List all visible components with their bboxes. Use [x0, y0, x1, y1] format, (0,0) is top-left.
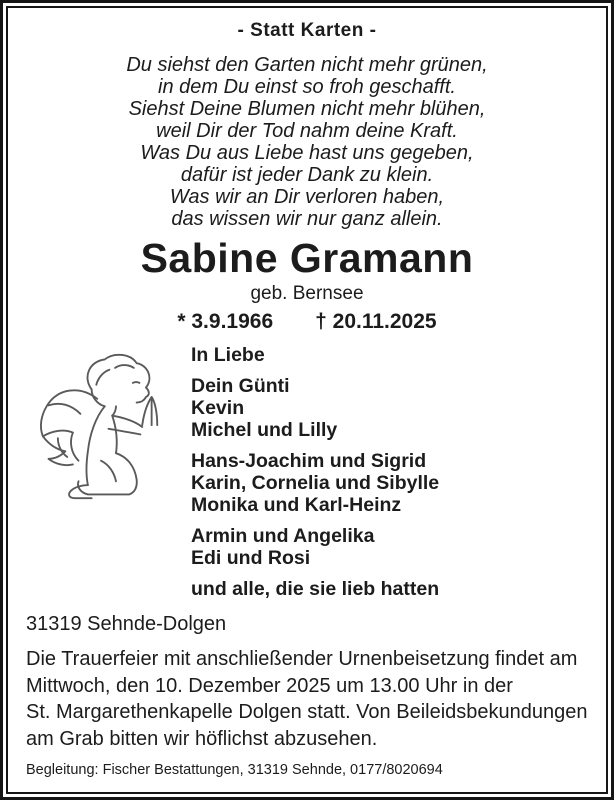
memorial-poem — [26, 54, 588, 230]
mourner-line: Michel und Lilly — [191, 419, 338, 441]
poem-line: Was Du aus Liebe hast uns gegeben, — [140, 142, 474, 164]
funeral-line: am Grab bitten wir höflichst abzusehen. — [26, 727, 378, 750]
mourners-group — [191, 375, 439, 441]
poem-line: weil Dir der Tod nahm deine Kraft. — [156, 120, 458, 142]
poem-line: das wissen wir nur ganz allein. — [171, 208, 443, 230]
poem-line: Du siehst den Garten nicht mehr grünen, — [126, 54, 488, 76]
mourners-group — [191, 450, 439, 516]
praying-angel-icon — [26, 340, 191, 511]
funeral-line: Mittwoch, den 10. Dezember 2025 um 13.00 Uhr in der — [26, 674, 513, 697]
mourners-group — [191, 525, 439, 569]
mourner-line: Hans-Joachim und Sigrid — [191, 450, 427, 472]
funeral-home-line: Begleitung: Fischer Bestattungen, 31319 Sehnde, 0177/8020694 — [26, 762, 443, 778]
mourners-list — [191, 340, 439, 600]
mourner-line: Dein Günti — [191, 375, 290, 397]
poem-line: dafür ist jeder Dank zu klein. — [180, 164, 434, 186]
poem-line: in dem Du einst so froh geschafft. — [158, 76, 456, 98]
maiden-name: geb. Bernsee — [250, 283, 364, 304]
poem-line: Was wir an Dir verloren haben, — [169, 186, 445, 208]
birth-date: * 3.9.1966 — [177, 310, 274, 333]
obituary-inner-frame — [6, 6, 608, 794]
funeral-details — [26, 646, 588, 752]
poem-line: Siehst Deine Blumen nicht mehr blühen, — [128, 98, 486, 120]
statt-karten-header: - Statt Karten - — [237, 20, 377, 41]
mourner-line: Edi und Rosi — [191, 547, 311, 569]
funeral-line: St. Margarethenkapelle Dolgen statt. Von Beileidsbekundungen — [26, 701, 588, 723]
mourners-closing: und alle, die sie lieb hatten — [191, 578, 440, 600]
funeral-line: Die Trauerfeier mit anschließender Urnenbeisetzung findet am — [26, 648, 578, 670]
mourner-line: Kevin — [191, 397, 245, 419]
death-date: † 20.11.2025 — [315, 310, 437, 333]
life-dates — [26, 310, 588, 334]
mourner-line: Armin und Angelika — [191, 525, 375, 547]
location-line: 31319 Sehnde-Dolgen — [26, 613, 227, 635]
mourner-line: Monika und Karl-Heinz — [191, 494, 402, 516]
mourner-line: Karin, Cornelia und Sibylle — [191, 472, 440, 494]
deceased-name: Sabine Gramann — [140, 235, 474, 281]
mourners-intro: In Liebe — [191, 344, 265, 366]
mourners-section — [26, 340, 588, 600]
